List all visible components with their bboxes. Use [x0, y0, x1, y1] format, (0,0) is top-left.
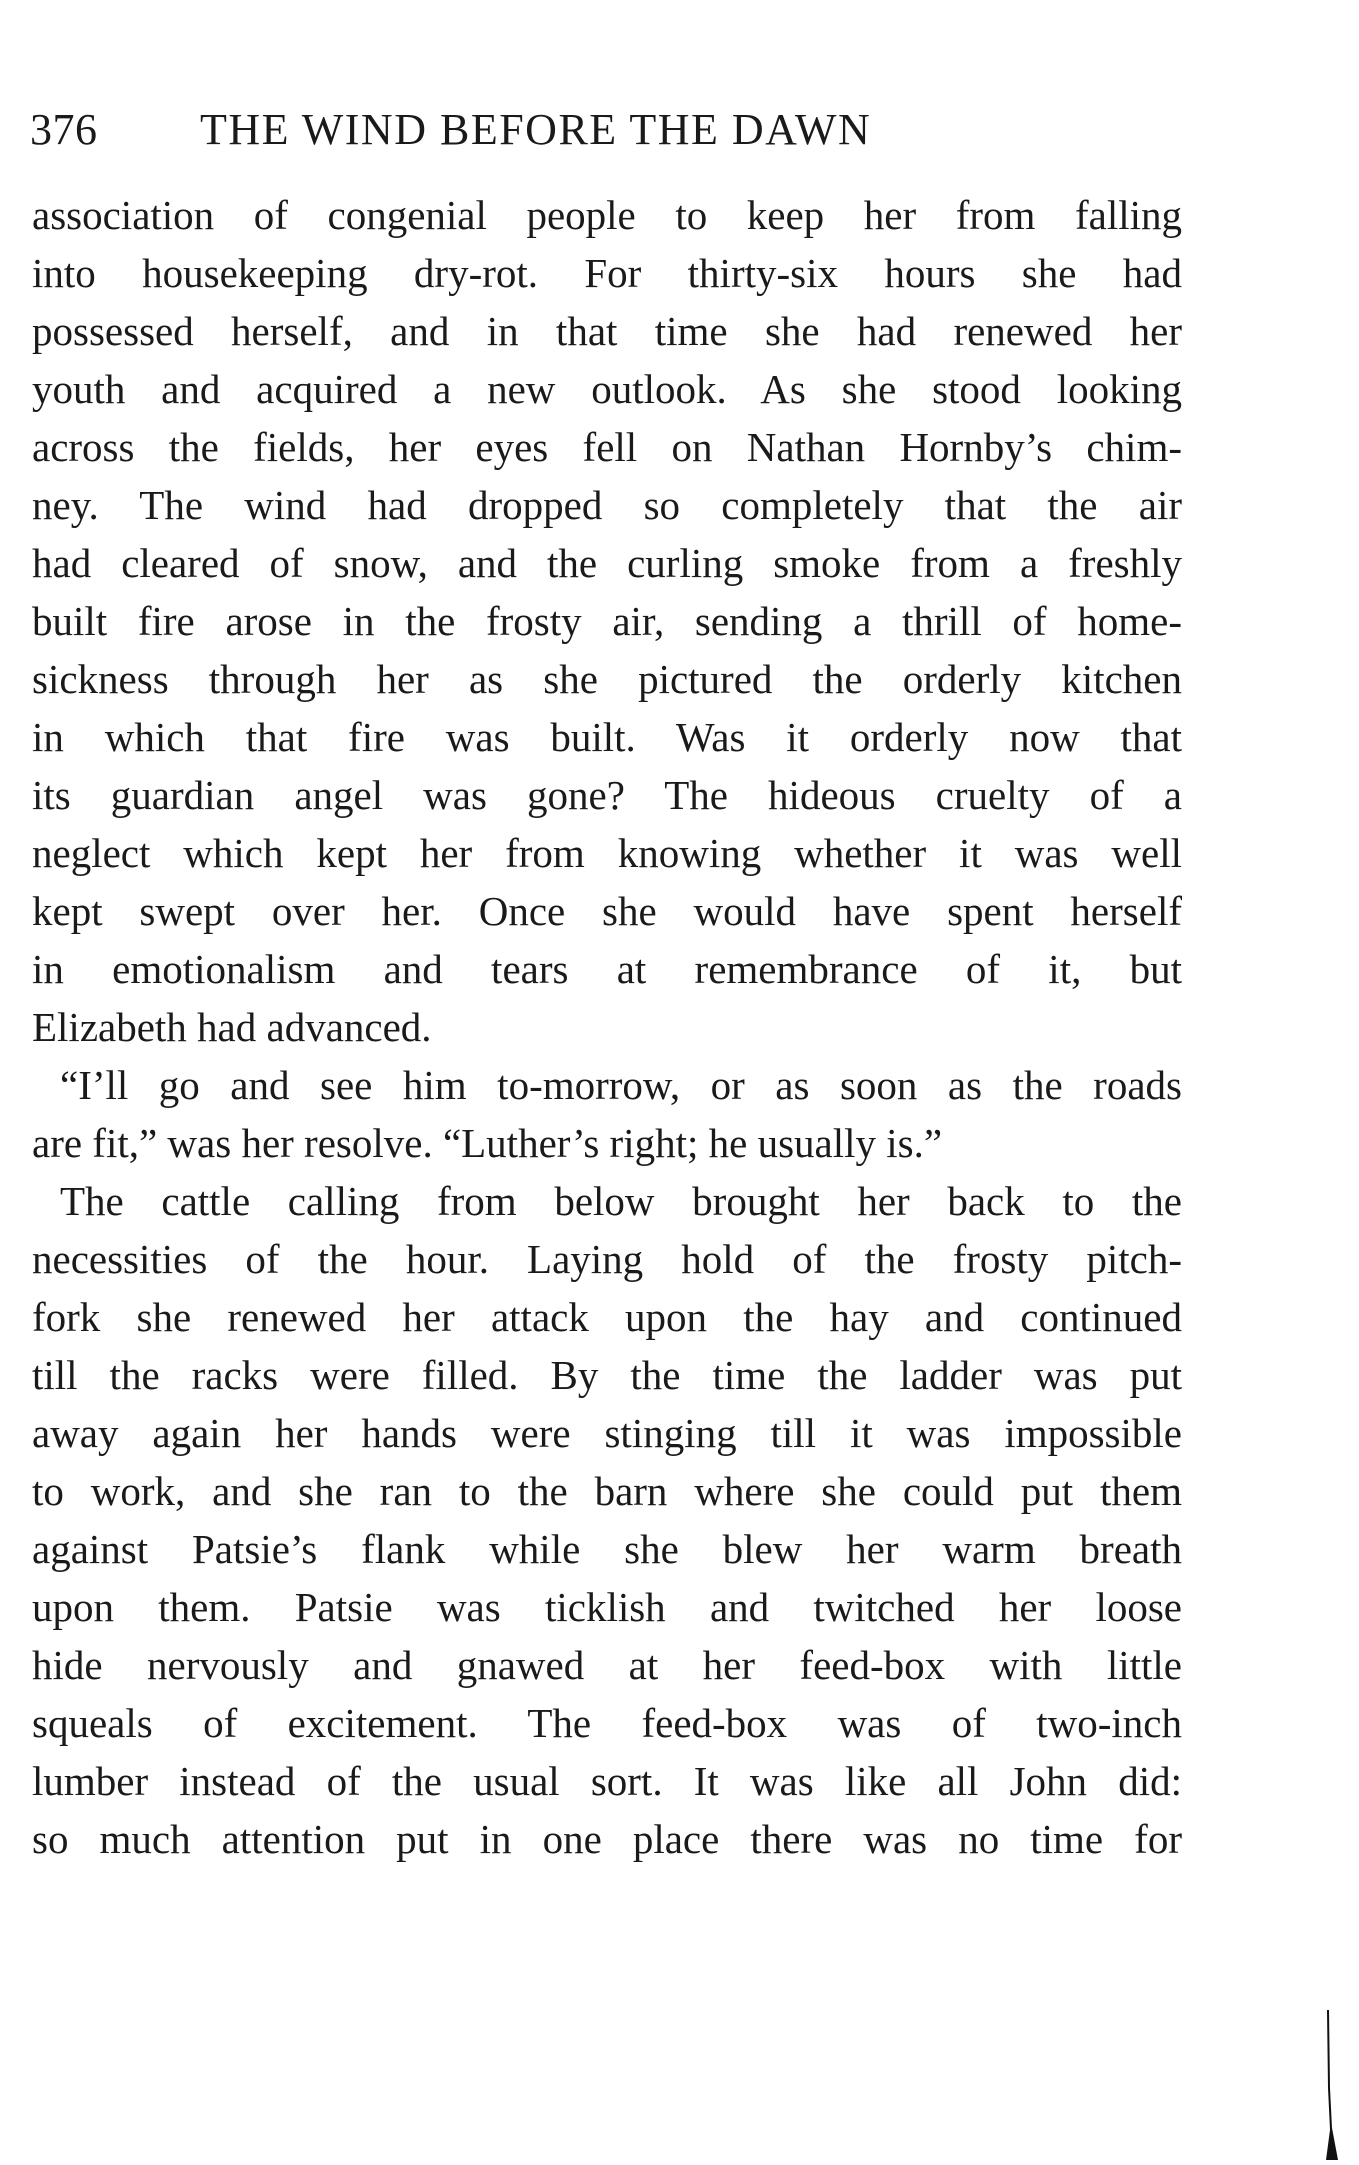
text-line: built fire arose in the frosty air, sending a thrill of home- [32, 598, 1182, 644]
text-line: ney. The wind had dropped so completely that the air [32, 482, 1182, 528]
text-line: association of congenial people to keep her from falling [32, 192, 1182, 238]
text-line: neglect which kept her from knowing whether it was well [32, 830, 1182, 876]
text-line: necessities of the hour. Laying hold of the frosty pitch- [32, 1236, 1182, 1282]
text-line: “I’ll go and see him to-morrow, or as soon as the roads [60, 1062, 1182, 1108]
text-line: to work, and she ran to the barn where she could put them [32, 1468, 1182, 1514]
text-line: Elizabeth had advanced. [32, 1004, 432, 1050]
text-line: hide nervously and gnawed at her feed-box with little [32, 1642, 1182, 1688]
text-line: upon them. Patsie was ticklish and twitched her loose [32, 1584, 1182, 1630]
text-line: are fit,” was her resolve. “Luther’s right; he usually is.” [32, 1120, 943, 1166]
text-line: till the racks were filled. By the time the ladder was put [32, 1352, 1182, 1398]
text-line: so much attention put in one place there was no time for [32, 1816, 1182, 1862]
body-text [32, 186, 1182, 1868]
text-line: into housekeeping dry-rot. For thirty-six hours she had [32, 250, 1182, 296]
text-line: across the fields, her eyes fell on Nathan Hornby’s chim- [32, 424, 1182, 470]
text-line: The cattle calling from below brought her back to the [60, 1178, 1182, 1224]
running-head [30, 100, 1180, 160]
text-line: possessed herself, and in that time she had renewed her [32, 308, 1182, 354]
page-edge-mark [1322, 2010, 1342, 2160]
text-line: in emotionalism and tears at remembrance of it, but [32, 946, 1182, 992]
text-line: fork she renewed her attack upon the hay and continued [32, 1294, 1182, 1340]
text-line: its guardian angel was gone? The hideous cruelty of a [32, 772, 1182, 818]
text-line: kept swept over her. Once she would have spent herself [32, 888, 1182, 934]
text-line: away again her hands were stinging till it was impossible [32, 1410, 1182, 1456]
page-number: 376 [30, 105, 98, 154]
text-line: in which that fire was built. Was it orderly now that [32, 714, 1182, 760]
text-line: had cleared of snow, and the curling smoke from a freshly [32, 540, 1182, 586]
text-line: sickness through her as she pictured the orderly kitchen [32, 656, 1182, 702]
running-title: THE WIND BEFORE THE DAWN [200, 105, 872, 154]
text-line: squeals of excitement. The feed-box was of two-inch [32, 1700, 1182, 1746]
text-line: lumber instead of the usual sort. It was like all John did: [32, 1758, 1182, 1804]
text-line: youth and acquired a new outlook. As she stood looking [32, 366, 1182, 412]
text-line: against Patsie’s flank while she blew her warm breath [32, 1526, 1182, 1572]
